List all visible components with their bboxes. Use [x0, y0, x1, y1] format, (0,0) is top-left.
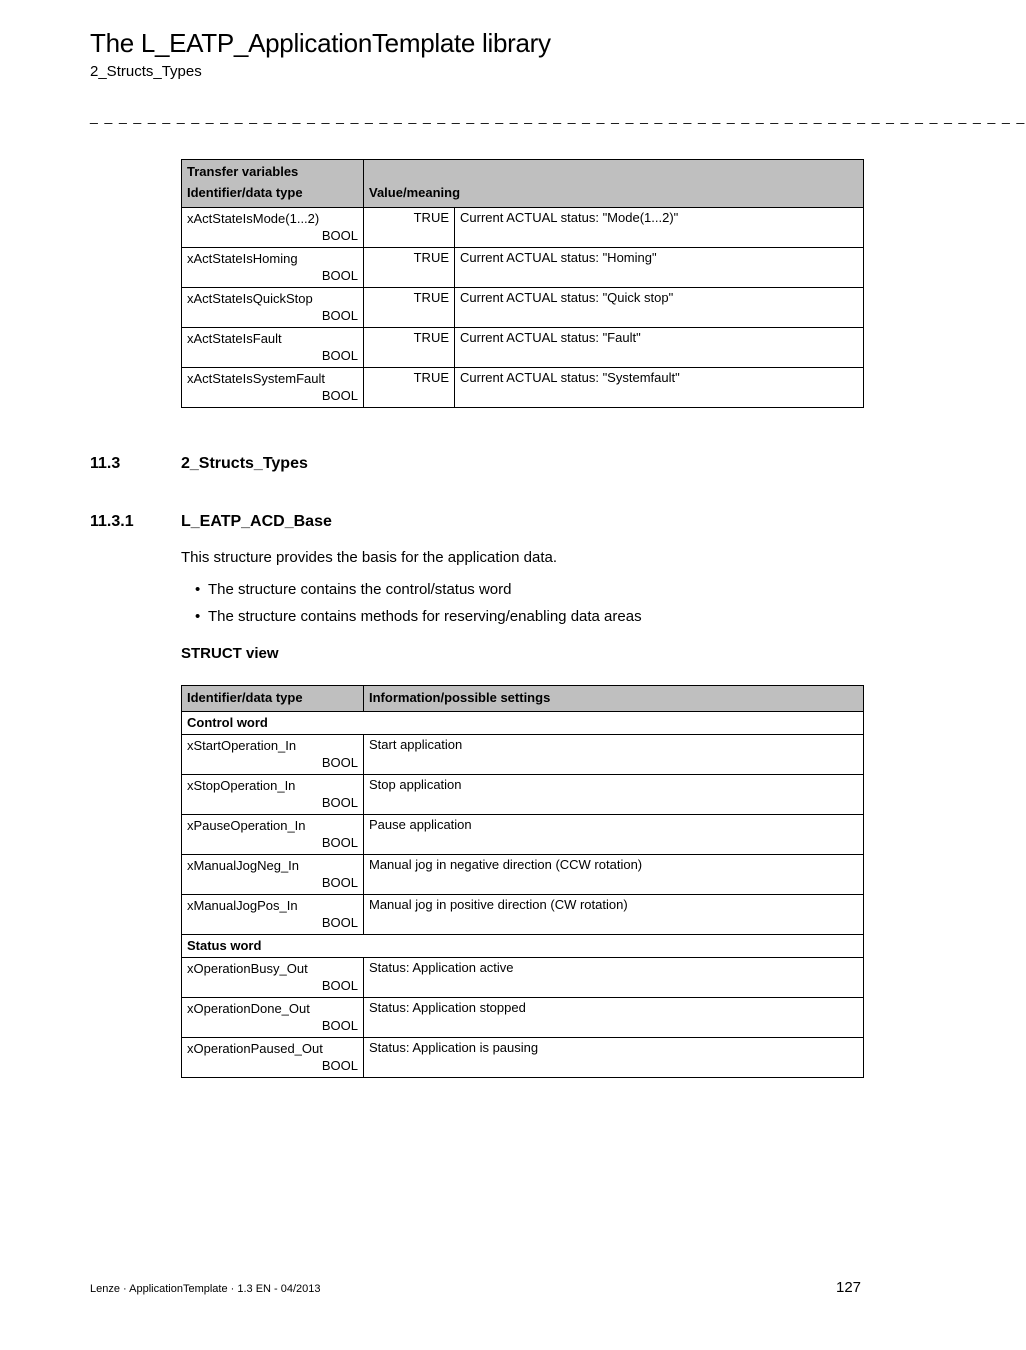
column-header-value: Value/meaning [364, 183, 864, 208]
data-type: BOOL [321, 978, 358, 993]
table-row [182, 855, 864, 895]
identifier: xManualJogPos_In [187, 898, 298, 913]
intro-paragraph: This structure provides the basis for the application data. [181, 549, 558, 566]
data-type: BOOL [321, 875, 358, 890]
meaning-cell: Current ACTUAL status: "Homing" [455, 248, 864, 288]
table-row [182, 895, 864, 935]
control-word-label: Control word [182, 712, 864, 735]
section-row [182, 935, 864, 958]
data-type: BOOL [321, 228, 358, 243]
identifier: xOperationDone_Out [187, 1001, 310, 1016]
data-type: BOOL [321, 755, 358, 770]
section-row [182, 712, 864, 735]
identifier: xActStateIsHoming [187, 251, 298, 266]
identifier: xPauseOperation_In [187, 818, 306, 833]
meaning-cell: Current ACTUAL status: "Quick stop" [455, 288, 864, 328]
table-row [182, 1038, 864, 1078]
table-header-row [182, 183, 864, 208]
identifier-cell [182, 998, 364, 1038]
column-header-info: Information/possible settings [364, 686, 864, 712]
identifier-cell [182, 958, 364, 998]
page-title: The L_EATP_ApplicationTemplate library [90, 28, 551, 58]
value-cell: TRUE [364, 368, 455, 408]
table-row [182, 998, 864, 1038]
info-cell: Status: Application active [364, 958, 864, 998]
column-header-identifier: Identifier/data type [182, 183, 364, 208]
table-row [182, 328, 864, 368]
identifier: xStopOperation_In [187, 778, 296, 793]
identifier: xActStateIsMode(1...2) [187, 211, 320, 226]
meaning-cell: Current ACTUAL status: "Fault" [455, 328, 864, 368]
info-cell: Manual jog in negative direction (CCW rotation) [364, 855, 864, 895]
group-header-empty-cell [364, 160, 864, 183]
table-row [182, 735, 864, 775]
info-cell: Manual jog in positive direction (CW rotation) [364, 895, 864, 935]
subsection-title: L_EATP_ACD_Base [181, 513, 332, 530]
identifier-cell [182, 248, 364, 288]
identifier-cell [182, 735, 364, 775]
struct-table [181, 685, 864, 1078]
page-subtitle: 2_Structs_Types [90, 63, 202, 80]
data-type: BOOL [321, 1058, 358, 1073]
meaning-cell: Current ACTUAL status: "Mode(1...2)" [455, 208, 864, 248]
table-row [182, 248, 864, 288]
identifier-cell [182, 815, 364, 855]
value-cell: TRUE [364, 288, 455, 328]
data-type: BOOL [321, 915, 358, 930]
identifier-cell [182, 208, 364, 248]
bullet-list [195, 576, 642, 630]
table-row [182, 208, 864, 248]
group-header-cell: Transfer variables [182, 160, 364, 183]
value-cell: TRUE [364, 208, 455, 248]
section-number: 11.3 [90, 455, 121, 472]
table-row [182, 775, 864, 815]
status-word-label: Status word [182, 935, 864, 958]
data-type: BOOL [321, 795, 358, 810]
subsection-heading [90, 513, 332, 531]
data-type: BOOL [321, 835, 358, 850]
identifier: xActStateIsQuickStop [187, 291, 313, 306]
info-cell: Stop application [364, 775, 864, 815]
identifier: xStartOperation_In [187, 738, 297, 753]
identifier-cell [182, 775, 364, 815]
identifier: xActStateIsSystemFault [187, 371, 325, 386]
table-header-row [182, 686, 864, 712]
table-row [182, 958, 864, 998]
identifier: xOperationBusy_Out [187, 961, 308, 976]
identifier-cell [182, 1038, 364, 1078]
identifier-cell [182, 328, 364, 368]
section-heading [90, 455, 308, 473]
list-item: • The structure contains the control/status word [195, 576, 642, 603]
identifier-cell [182, 288, 364, 328]
value-cell: TRUE [364, 248, 455, 288]
page-number: 127 [836, 1279, 862, 1296]
data-type: BOOL [321, 388, 358, 403]
column-header-identifier: Identifier/data type [182, 686, 364, 712]
identifier: xActStateIsFault [187, 331, 282, 346]
subsection-number: 11.3.1 [90, 513, 134, 530]
info-cell: Start application [364, 735, 864, 775]
info-cell: Status: Application stopped [364, 998, 864, 1038]
header-separator: _ _ _ _ _ _ _ _ _ _ _ _ _ _ _ _ _ _ _ _ _ _ _ _ _ _ _ _ _ _ _ _ _ _ _ _ _ _ _ _ _ _ _ _ _ _ _ _ _ _ _ _ _ _ _ _ _ _ _ _ _ _ _ _ _ [90, 108, 1026, 124]
table-header-row [182, 160, 864, 183]
meaning-cell: Current ACTUAL status: "Systemfault" [455, 368, 864, 408]
identifier-cell [182, 855, 364, 895]
data-type: BOOL [321, 1018, 358, 1033]
data-type: BOOL [321, 308, 358, 323]
transfer-variables-table [181, 159, 864, 408]
value-cell: TRUE [364, 328, 455, 368]
identifier-cell [182, 368, 364, 408]
table-row [182, 815, 864, 855]
table-row [182, 368, 864, 408]
data-type: BOOL [321, 268, 358, 283]
table-row [182, 288, 864, 328]
identifier: xManualJogNeg_In [187, 858, 300, 873]
footer-document-info: Lenze · ApplicationTemplate · 1.3 EN - 04/2013 [90, 1283, 321, 1295]
info-cell: Status: Application is pausing [364, 1038, 864, 1078]
identifier: xOperationPaused_Out [187, 1041, 323, 1056]
list-item: • The structure contains methods for reserving/enabling data areas [195, 603, 642, 630]
identifier-cell [182, 895, 364, 935]
data-type: BOOL [321, 348, 358, 363]
info-cell: Pause application [364, 815, 864, 855]
section-title: 2_Structs_Types [181, 455, 308, 472]
struct-view-label: STRUCT view [181, 645, 279, 662]
